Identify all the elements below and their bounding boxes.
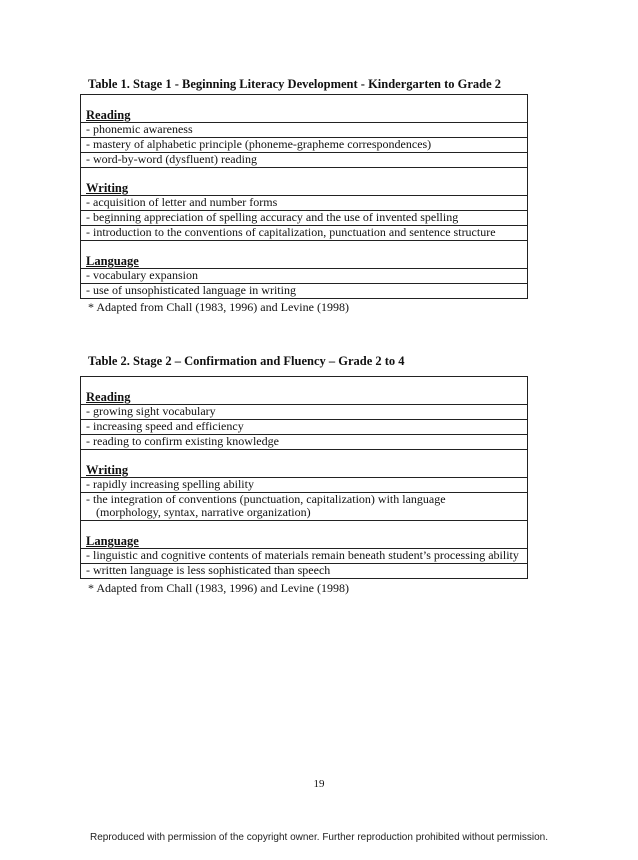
table-2-row-continuation: (morphology, syntax, narrative organization): [96, 505, 311, 519]
table-2-row: - increasing speed and efficiency: [81, 419, 527, 434]
table-1: [80, 94, 528, 299]
table-1-language-heading: Language: [86, 254, 139, 268]
table-2-row: - reading to confirm existing knowledge: [81, 434, 527, 449]
table-1-row: - beginning appreciation of spelling accuracy and the use of invented spelling: [81, 210, 527, 225]
table-2-language-section: [81, 521, 527, 578]
table-1-writing-heading: Writing: [86, 181, 129, 195]
table-2-writing-heading: Writing: [86, 463, 129, 477]
table-1-caption: Table 1. Stage 1 - Beginning Literacy Development - Kindergarten to Grade 2: [88, 77, 502, 91]
table-2-row-line: - the integration of conventions (punctuation, capitalization) with language: [86, 492, 446, 506]
table-2-footnote: * Adapted from Chall (1983, 1996) and Levine (1998): [88, 581, 349, 595]
permission-notice: Reproduced with permission of the copyright owner. Further reproduction prohibited without permission.: [89, 832, 548, 843]
table-1-row: - vocabulary expansion: [81, 268, 527, 283]
table-1-reading-section: [81, 95, 527, 168]
table-1-footnote: * Adapted from Chall (1983, 1996) and Levine (1998): [88, 300, 349, 314]
table-2-row: - rapidly increasing spelling ability: [81, 477, 527, 492]
table-1-row: - acquisition of letter and number forms: [81, 195, 527, 210]
page-number: 19: [313, 778, 325, 790]
table-2-row: [81, 492, 527, 520]
table-1-writing-section: [81, 168, 527, 241]
table-1-row: - word-by-word (dysfluent) reading: [81, 152, 527, 167]
table-2-writing-section: [81, 450, 527, 521]
table-2-row: - growing sight vocabulary: [81, 404, 527, 419]
table-2-row: - written language is less sophisticated than speech: [81, 563, 527, 578]
table-1-row: - mastery of alphabetic principle (phoneme-grapheme correspondences): [81, 137, 527, 152]
table-2-language-heading: Language: [86, 534, 139, 548]
table-2: [80, 376, 528, 579]
table-1-row: - phonemic awareness: [81, 122, 527, 137]
table-1-reading-heading: Reading: [86, 108, 131, 122]
table-2-row: - linguistic and cognitive contents of materials remain beneath student’s processing ability: [81, 548, 527, 563]
table-2-caption: Table 2. Stage 2 – Confirmation and Fluency – Grade 2 to 4: [88, 354, 405, 368]
table-1-row: - introduction to the conventions of capitalization, punctuation and sentence structure: [81, 225, 527, 240]
table-2-reading-section: [81, 377, 527, 450]
table-1-row: - use of unsophisticated language in writing: [81, 283, 527, 298]
table-1-language-section: [81, 241, 527, 298]
table-2-reading-heading: Reading: [86, 390, 131, 404]
